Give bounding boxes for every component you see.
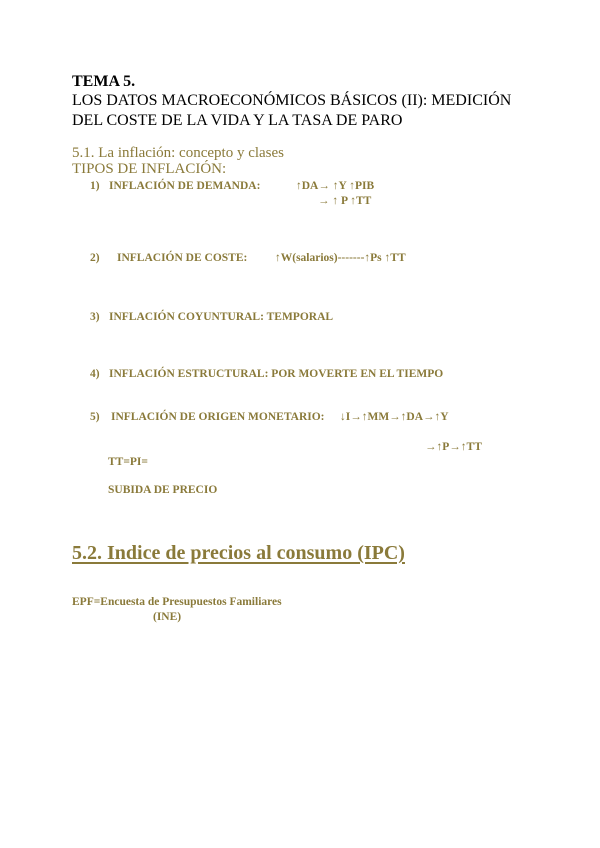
item-3-label: INFLACIÓN COYUNTURAL: TEMPORAL [109,311,334,323]
title-line-2: DEL COSTE DE LA VIDA Y LA TASA DE PARO [72,112,403,129]
item-1-label: INFLACIÓN DE DEMANDA: [109,180,261,192]
item-5-number: 5) [90,411,100,423]
item-3-number: 3) [90,311,100,323]
item-5-label: INFLACIÓN DE ORIGEN MONETARIO: [111,411,325,423]
item-2-formula: ↑W(salarios)-------↑Ps ↑TT [275,252,406,264]
item-1-formula: ↑DA→ ↑Y ↑PIB [296,180,375,192]
item-1-number: 1) [90,180,100,192]
item-2-label: INFLACIÓN DE COSTE: [117,252,248,264]
tipos-heading: TIPOS DE INFLACIÓN: [72,161,227,177]
tt-line: TT=PI= [108,456,148,468]
item-2-number: 2) [90,252,100,264]
item-4-label: INFLACIÓN ESTRUCTURAL: POR MOVERTE EN EL TIEMPO [109,368,444,380]
title-line-1: LOS DATOS MACROECONÓMICOS BÁSICOS (II): MEDICIÓN [72,92,512,109]
subida-line: SUBIDA DE PRECIO [108,484,218,496]
section-2-heading: 5.2. Indice de precios al consumo (IPC) [72,542,405,564]
epf-line: EPF=Encuesta de Presupuestos Familiares [72,596,282,608]
item-1-formula-2: → ↑ P ↑TT [318,195,372,207]
ine-line: (INE) [153,611,182,623]
section-1-heading: 5.1. La inflación: concepto y clases [72,145,285,161]
item-4-number: 4) [90,368,100,380]
item-5-formula-2: →↑P→↑TT [425,441,482,453]
tema-heading: TEMA 5. [72,73,136,90]
item-5-formula: ↓I→↑MM→↑DA→↑Y [340,411,449,423]
